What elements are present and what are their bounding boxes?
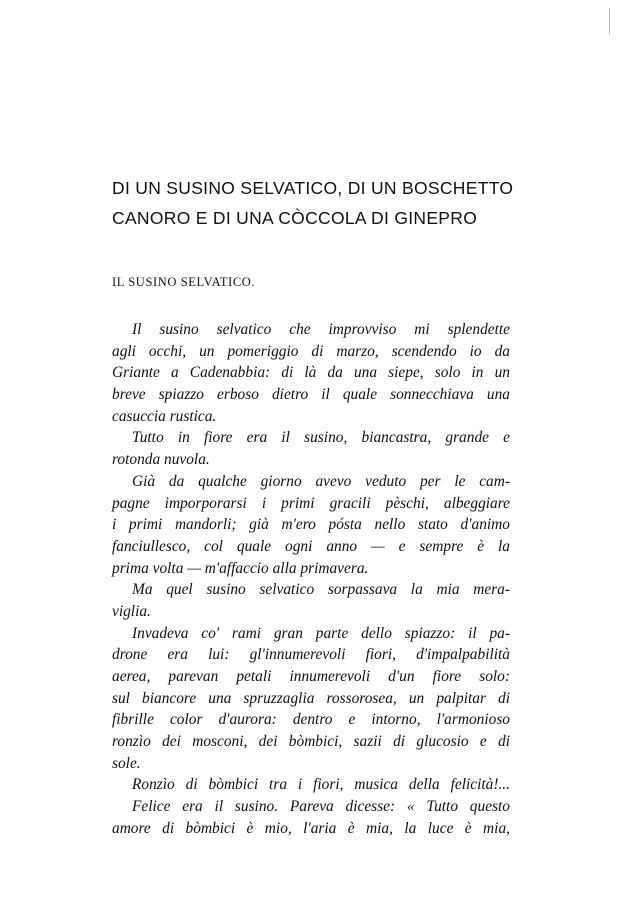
text-line: casuccia rustica.	[112, 407, 217, 425]
text-line: breve spiazzo erboso dietro il quale sonnecchiava una	[112, 386, 510, 404]
chapter-title-line-2: CANORO E DI UNA CÒCCOLA DI GINEPRO	[112, 208, 478, 228]
text-line: i primi mandorli; già m'ero pósta nello stato d'animo	[112, 516, 510, 534]
text-line: Invadeva co' rami gran parte dello spiazzo: il pa-	[132, 624, 510, 642]
text-line: fanciullesco, col quale ogni anno — e sempre è la	[112, 537, 510, 555]
text-line: rotonda nuvola.	[112, 451, 210, 469]
text-line: aerea, parevan petali innumerevoli d'un fiore solo:	[112, 668, 510, 685]
text-line: viglia.	[112, 602, 151, 620]
body-text	[112, 319, 510, 840]
text-line: Tutto in fiore era il susino, biancastra, grande e	[132, 429, 510, 447]
text-line: sul biancore una spruzzaglia rossorosea, un palpitar di	[112, 689, 510, 707]
text-line: Già da qualche giorno avevo veduto per le cam-	[132, 472, 510, 490]
text-line: Il susino selvatico che improvviso mi splendette	[132, 321, 510, 338]
chapter-title	[112, 173, 532, 233]
text-line: Ronzìo di bòmbici tra i fiori, musica della felicità!...	[132, 776, 510, 794]
scan-edge-mark	[609, 8, 610, 34]
text-line: Ma quel susino selvatico sorpassava la mia mera-	[132, 581, 510, 599]
text-line: drone era lui: gl'innumerevoli fiori, d'impalpabilità	[112, 646, 510, 664]
text-line: prima volta — m'affaccio alla primavera.	[112, 559, 369, 577]
text-line: sole.	[112, 754, 141, 772]
section-heading: IL SUSINO SELVATICO.	[112, 275, 256, 289]
text-line: Felice era il susino. Pareva dicesse: « Tutto questo	[132, 798, 510, 816]
text-line: Griante a Cadenabbia: di là da una siepe, solo in un	[112, 364, 510, 382]
text-line: fibrille color d'aurora: dentro e intorno, l'armonioso	[112, 711, 510, 729]
text-line: agli occhi, un pomeriggio di marzo, scendendo io da	[112, 342, 510, 360]
text-line: amore di bòmbici è mio, l'aria è mia, la luce è mia,	[112, 819, 510, 837]
text-line: pagne imporporarsi i primi gracili pèschi, albeggiare	[112, 494, 510, 512]
text-line: ronzìo dei mosconi, dei bòmbici, sazii di glucosio e di	[112, 733, 510, 751]
chapter-title-line-1: DI UN SUSINO SELVATICO, DI UN BOSCHETTO	[112, 178, 514, 198]
